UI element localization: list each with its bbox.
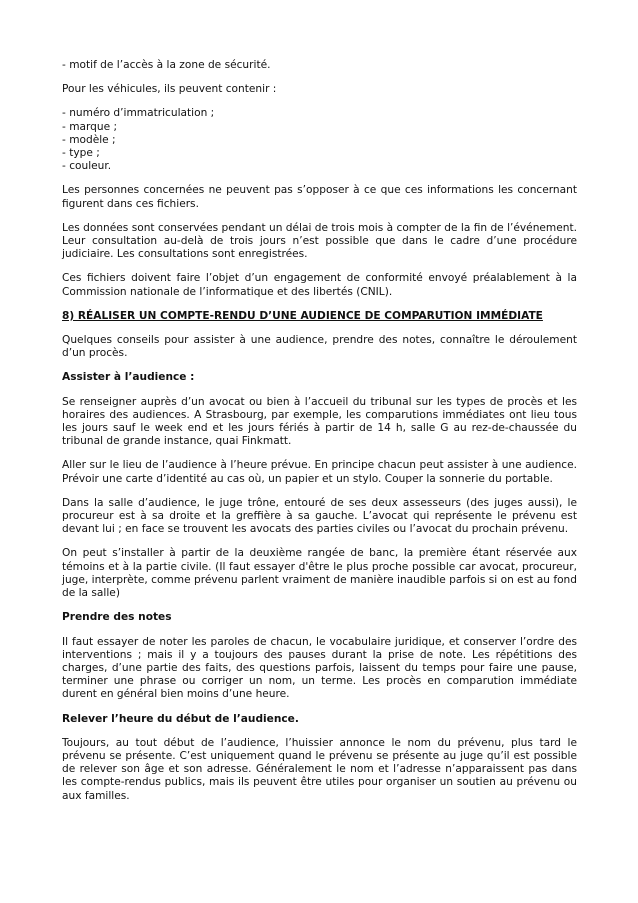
paragraph: Il faut essayer de noter les paroles de chacun, le vocabulaire juridique, et conserver l’ordre des interventions ; mais il y a toujours des pauses durant la prise de note. Les répétitions des charges, d’une partie des faits, des questions parfois, laissent du temps pour faire une pause, terminer une phrase ou corriger un nom, un terme. Les procès en comparution immédiate durent en général bien moins d’une heure. [62,635,577,701]
paragraph: Les personnes concernées ne peuvent pas s’opposer à ce que ces informations les concernant figurent dans ces fichiers. [62,184,577,210]
paragraph: Les données sont conservées pendant un délai de trois mois à compter de la fin de l’événement. Leur consultation au-delà de trois jours n’est possible que dans le cadre d’une procédure judiciaire. Les consultations sont enregistrées. [62,221,577,261]
paragraph: Se renseigner auprès d’un avocat ou bien à l’accueil du tribunal sur les types de procès et les horaires des audiences. A Strasbourg, par exemple, les comparutions immédiates ont lieu tous les jours sauf le week end et les jours fériés à partir de 14 h, salle G au rez-de-chaussée du tribunal de grande instance, quai Finkmatt. [62,395,577,448]
assister-heading: Assister à l’audience : [62,371,195,384]
list-item: - modèle ; [62,133,116,146]
paragraph: Dans la salle d’audience, le juge trône, entouré de ses deux assesseurs (des juges aussi), le procureur est à sa droite et la greffière à sa gauche. L’avocat qui représente le prévenu est devant lui ; en face se trouvent les avocats des parties civiles ou l’avocat du prochain prévenu. [62,496,577,536]
section-8-heading: 8) RÉALISER UN COMPTE-RENDU D’UNE AUDIENCE DE COMPARUTION IMMÉDIATE [62,309,543,322]
list-item: - numéro d’immatriculation ; [62,107,215,120]
paragraph: Toujours, au tout début de l’audience, l’huissier annonce le nom du prévenu, plus tard le prévenu se présente. C’est uniquement quand le prévenu se présente au juge qu’il est possible de relever son âge et son adresse. Généralement le nom et l’adresse n’apparaissent pas dans les compte-rendus publics, mais ils peuvent être utiles pour organiser un soutien au prévenu ou aux familles. [62,736,577,802]
paragraph: Ces fichiers doivent faire l’objet d’un engagement de conformité envoyé préalablement à la Commission nationale de l’informatique et des libertés (CNIL). [62,272,577,298]
notes-heading: Prendre des notes [62,611,172,624]
section-8-intro: Quelques conseils pour assister à une audience, prendre des notes, connaître le déroulement d’un procès. [62,334,577,360]
vehicle-fields-list [62,107,577,173]
list-item: - type ; [62,147,100,160]
list-item: - couleur. [62,160,112,173]
heure-heading: Relever l’heure du début de l’audience. [62,712,299,725]
list-item: - marque ; [62,120,118,133]
vehicles-intro: Pour les véhicules, ils peuvent contenir : [62,83,277,96]
intro-line: - motif de l’accès à la zone de sécurité. [62,59,271,71]
paragraph: On peut s’installer à partir de la deuxième rangée de banc, la première étant réservée aux témoins et à la partie civile. (Il faut essayer d'être le plus proche possible car avocat, procureur, juge, interprète, comme prévenu parlent vraiment de manière inaudible parfois si on est au fond de la salle) [62,547,577,600]
paragraph: Aller sur le lieu de l’audience à l’heure prévue. En principe chacun peut assister à une audience. Prévoir une carte d’identité au cas où, un papier et un stylo. Couper la sonnerie du portable. [62,459,577,485]
